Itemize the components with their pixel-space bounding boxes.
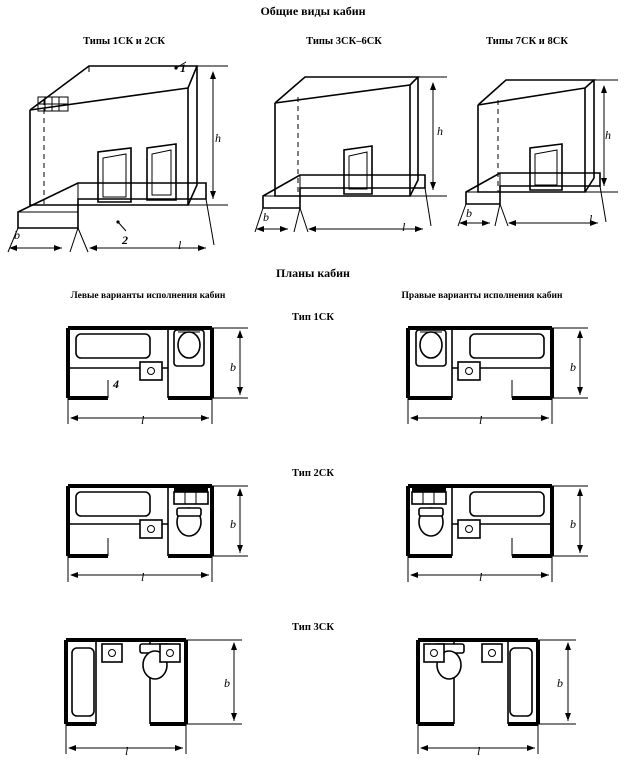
- plan-1sk-right: [408, 328, 588, 424]
- section-title-general-views: Общие виды кабин: [260, 4, 366, 18]
- plan-row-title-1: Тип 2СК: [292, 468, 334, 479]
- callout-2: 2: [122, 233, 128, 247]
- dim-h-view-1: h: [437, 124, 443, 138]
- plan-2sk-left: [68, 486, 248, 582]
- isometric-view-0: [8, 62, 228, 252]
- plan-3sk-left: [66, 640, 242, 754]
- dim-h-view-0: h: [215, 131, 221, 145]
- dim-l-view-2: l: [589, 212, 593, 226]
- plan-3sk-right: [418, 640, 576, 754]
- plan-row-title-2: Тип 3СК: [292, 622, 334, 633]
- plan-2sk-right: [408, 486, 588, 582]
- dim-h-view-2: h: [605, 128, 611, 142]
- dim-l-view-1: l: [402, 220, 406, 234]
- dim-l-plan-1-left: l: [141, 570, 145, 584]
- isometric-view-1: [255, 77, 447, 232]
- dim-b-plan-1-right: b: [570, 517, 576, 531]
- dim-l-plan-0-left: l: [141, 413, 145, 427]
- plan-column-header-right: Правые варианты исполнения кабин: [401, 291, 563, 301]
- callout-1: 1: [180, 61, 186, 75]
- dim-b-view-1: b: [263, 210, 269, 224]
- dim-b-plan-2-left: b: [224, 676, 230, 690]
- dim-l-view-0: l: [178, 238, 182, 252]
- view-caption-1: Типы 3СК–6СК: [306, 36, 382, 47]
- dim-b-view-2: b: [466, 206, 472, 220]
- view-caption-2: Типы 7СК и 8СК: [486, 36, 568, 47]
- dim-l-plan-2-right: l: [477, 744, 481, 758]
- callout-4: 4: [113, 377, 119, 391]
- plan-column-header-left: Левые варианты исполнения кабин: [70, 291, 226, 301]
- dim-b-view-0: b: [14, 228, 20, 242]
- plan-row-title-0: Тип 1СК: [292, 312, 334, 323]
- dim-b-plan-0-left: b: [230, 360, 236, 374]
- dim-b-plan-1-left: b: [230, 517, 236, 531]
- dim-l-plan-1-right: l: [479, 570, 483, 584]
- isometric-view-2: [458, 80, 618, 226]
- section-title-plans: Планы кабин: [276, 266, 350, 280]
- plan-1sk-left: [68, 328, 248, 424]
- view-caption-0: Типы 1СК и 2СК: [83, 36, 165, 47]
- dim-b-plan-2-right: b: [557, 676, 563, 690]
- dim-b-plan-0-right: b: [570, 360, 576, 374]
- dim-l-plan-2-left: l: [125, 744, 129, 758]
- dim-l-plan-0-right: l: [479, 413, 483, 427]
